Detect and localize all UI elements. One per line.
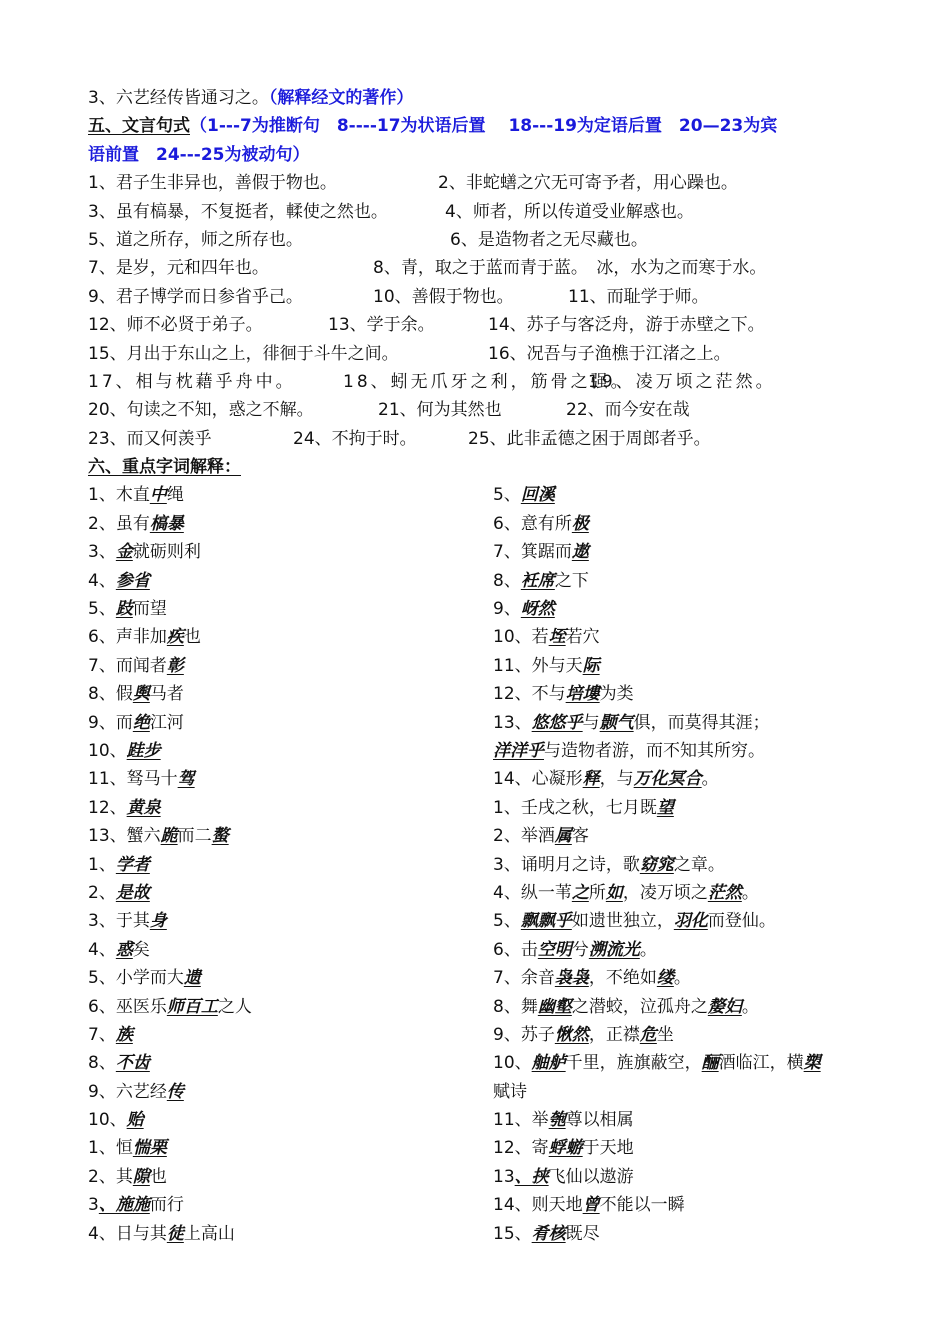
vocab-item bbox=[88, 1106, 493, 1134]
vocab-item bbox=[88, 1049, 493, 1077]
keyword: 缕 bbox=[656, 968, 674, 989]
vocab-item bbox=[88, 567, 493, 595]
vocab-text: 而二 bbox=[177, 826, 212, 847]
vocab-text: 8、 bbox=[493, 570, 521, 591]
keyword: 是故 bbox=[115, 882, 150, 903]
vocab-text: 既尽 bbox=[565, 1223, 600, 1244]
sentence-item: 14、苏子与客泛舟，游于赤壁之下。 bbox=[488, 315, 765, 336]
top-line-text: 3、六艺经传皆通习之。 bbox=[88, 88, 269, 108]
sentence-item: 17、相与枕藉乎舟中。 bbox=[88, 371, 296, 392]
sentence-item: 5、道之所存，师之所存也。 bbox=[88, 229, 303, 250]
keyword: 族 bbox=[115, 1024, 133, 1045]
vocab-item bbox=[493, 680, 878, 708]
keyword: 徒 bbox=[166, 1223, 184, 1244]
vocab-text: 4、 bbox=[88, 939, 116, 960]
vocab-text: 如遗世独立， bbox=[571, 911, 674, 932]
sentence-item: 20、句读之不知，惑之不解。 bbox=[88, 400, 314, 421]
vocab-text: 5、 bbox=[493, 485, 521, 506]
vocab-item bbox=[493, 481, 878, 509]
sentence-line bbox=[88, 283, 878, 311]
keyword: 不齿 bbox=[115, 1053, 150, 1074]
vocab-text: 2、虽有 bbox=[88, 513, 150, 534]
vocab-text: 7、箕踞而 bbox=[493, 542, 572, 563]
vocab-item bbox=[493, 1220, 878, 1248]
keyword: 槊 bbox=[803, 1053, 821, 1074]
vocab-text: 7、 bbox=[88, 1024, 116, 1045]
vocab-text: 而登仙。 bbox=[707, 911, 776, 932]
vocab-text: 8、舞 bbox=[493, 996, 538, 1017]
keyword: 参省 bbox=[115, 570, 150, 591]
vocab-text: 之章。 bbox=[673, 854, 725, 875]
vocab-text: 而行 bbox=[149, 1195, 184, 1216]
vocab-text: 坐 bbox=[656, 1024, 674, 1045]
vocab-item bbox=[88, 737, 493, 765]
vocab-text: 9、苏子 bbox=[493, 1024, 555, 1045]
keyword: 蜉蝣 bbox=[548, 1138, 583, 1159]
vocab-item bbox=[88, 907, 493, 935]
vocab-item bbox=[493, 1134, 878, 1162]
keyword: 洋洋乎 bbox=[493, 740, 544, 761]
vocab-text: 3 bbox=[88, 1195, 99, 1216]
vocab-left-column bbox=[88, 481, 493, 1248]
sentence-item: 13、学于余。 bbox=[328, 315, 435, 336]
vocab-item bbox=[493, 765, 878, 793]
section6-heading-line bbox=[88, 453, 878, 481]
keyword: 望 bbox=[656, 797, 674, 818]
vocab-item bbox=[493, 595, 878, 623]
vocab-text: 马者 bbox=[149, 684, 184, 705]
keyword: 金 bbox=[115, 542, 133, 563]
vocab-item bbox=[493, 879, 878, 907]
sentence-item: 21、何为其然也 bbox=[378, 400, 502, 421]
vocab-text: 8、假 bbox=[88, 684, 133, 705]
vocab-text: 2、其 bbox=[88, 1166, 133, 1187]
vocab-text: 15、 bbox=[493, 1223, 532, 1244]
vocab-text: 就砺则利 bbox=[132, 542, 201, 563]
vocab-text: 9、而 bbox=[88, 712, 133, 733]
vocab-text: 2、 bbox=[88, 882, 116, 903]
keyword: 黄泉 bbox=[126, 797, 161, 818]
vocab-item bbox=[493, 907, 878, 935]
keyword: 绝 bbox=[132, 712, 150, 733]
sentence-line bbox=[88, 311, 878, 339]
section5-desc-cont: 语前置 24---25为被动句） bbox=[88, 144, 310, 165]
vocab-text: 11、外与天 bbox=[493, 655, 583, 676]
section5-heading-line bbox=[88, 112, 878, 140]
keyword: 贻 bbox=[126, 1110, 144, 1131]
keyword: 螯 bbox=[211, 826, 229, 847]
keyword: 匏 bbox=[548, 1110, 566, 1131]
keyword: 属 bbox=[554, 826, 572, 847]
keyword: 嫠妇 bbox=[707, 996, 742, 1017]
keyword: 酾 bbox=[701, 1053, 719, 1074]
keyword: 遨 bbox=[571, 542, 589, 563]
vocab-item bbox=[88, 510, 493, 538]
keyword: 悠悠乎 bbox=[531, 712, 583, 733]
vocab-item bbox=[88, 794, 493, 822]
vocab-text: 2、举酒 bbox=[493, 826, 555, 847]
keyword: 隙 bbox=[132, 1166, 150, 1187]
vocab-item bbox=[88, 851, 493, 879]
keyword: 身 bbox=[149, 911, 167, 932]
vocab-text: 6、意有所 bbox=[493, 513, 572, 534]
sentence-item: 25、此非孟德之困于周郎者乎。 bbox=[468, 428, 711, 449]
vocab-text: 。 bbox=[741, 996, 759, 1017]
keyword: 茫然 bbox=[707, 882, 742, 903]
vocab-item bbox=[88, 765, 493, 793]
vocab-text: 。 bbox=[741, 882, 759, 903]
sentence-line bbox=[88, 198, 878, 226]
vocab-text: 11、驽马十 bbox=[88, 769, 178, 790]
keyword: 释 bbox=[582, 769, 600, 790]
vocab-item bbox=[493, 964, 878, 992]
section5-sentences bbox=[88, 169, 878, 453]
sentence-line bbox=[88, 169, 878, 197]
vocab-text: 之潜蛟，泣孤舟之 bbox=[571, 996, 708, 1017]
keyword: 跂 bbox=[115, 599, 133, 620]
vocab-text: 7、而闻者 bbox=[88, 655, 167, 676]
vocab-item bbox=[493, 1049, 878, 1077]
vocab-text: 13、蟹六 bbox=[88, 826, 161, 847]
vocab-text: 10、 bbox=[88, 1110, 127, 1131]
vocab-text: 上高山 bbox=[183, 1223, 235, 1244]
vocab-item bbox=[88, 1021, 493, 1049]
sentence-item: 18、蚓无爪牙之利，筋骨之强。 bbox=[343, 371, 631, 392]
keyword: 颢气 bbox=[599, 712, 634, 733]
vocab-right-column bbox=[493, 481, 878, 1248]
keyword: 回溪 bbox=[520, 485, 555, 506]
vocab-text: 10、 bbox=[493, 1053, 532, 1074]
keyword: 中 bbox=[149, 485, 167, 506]
sentence-item: 12、师不必贤于弟子。 bbox=[88, 315, 263, 336]
vocab-item bbox=[88, 822, 493, 850]
vocab-text: 江河 bbox=[149, 712, 184, 733]
sentence-item: 10、善假于物也。 bbox=[373, 286, 514, 307]
vocab-item bbox=[88, 623, 493, 651]
keyword: 危 bbox=[639, 1024, 657, 1045]
sentence-line bbox=[88, 340, 878, 368]
vocab-text: 千里，旌旗蔽空， bbox=[565, 1053, 702, 1074]
document-page bbox=[88, 84, 878, 1248]
keyword: 际 bbox=[582, 655, 600, 676]
vocab-text: 飞仙以遨游 bbox=[548, 1166, 634, 1187]
keyword: 窈窕 bbox=[639, 854, 674, 875]
vocab-item bbox=[493, 1191, 878, 1219]
keyword: 岈然 bbox=[520, 599, 555, 620]
keyword: 溯流光 bbox=[588, 939, 640, 960]
vocab-item bbox=[493, 1106, 878, 1134]
vocab-text: 矣 bbox=[132, 939, 150, 960]
vocab-text: 之人 bbox=[217, 996, 252, 1017]
vocab-text: 为类 bbox=[599, 684, 634, 705]
vocab-item bbox=[493, 1163, 878, 1191]
keyword: 舳舻 bbox=[531, 1053, 566, 1074]
vocab-text: 12、不与 bbox=[493, 684, 566, 705]
vocab-text: 4、纵一苇 bbox=[493, 882, 572, 903]
vocab-text: 若穴 bbox=[565, 627, 600, 648]
vocab-item bbox=[88, 1191, 493, 1219]
keyword: 惴栗 bbox=[132, 1138, 167, 1159]
keyword: 曾 bbox=[582, 1195, 600, 1216]
keyword: 垤 bbox=[548, 627, 566, 648]
sentence-item: 16、况吾与子渔樵于江渚之上。 bbox=[488, 343, 731, 364]
vocab-item bbox=[88, 652, 493, 680]
sentence-item: 11、而耻学于师。 bbox=[568, 286, 709, 307]
keyword: 师百工 bbox=[166, 996, 218, 1017]
vocab-item bbox=[493, 623, 878, 651]
keyword: 跪 bbox=[160, 826, 178, 847]
vocab-item bbox=[88, 879, 493, 907]
vocab-text: 13、 bbox=[493, 712, 532, 733]
vocab-text: 也 bbox=[183, 627, 201, 648]
vocab-text: 客 bbox=[571, 826, 589, 847]
sentence-item: 23、而又何羡乎 bbox=[88, 428, 212, 449]
vocab-text: 8、 bbox=[88, 1053, 116, 1074]
top-line bbox=[88, 84, 878, 112]
vocab-text: ，正襟 bbox=[588, 1024, 640, 1045]
vocab-text: 绳 bbox=[166, 485, 184, 506]
vocab-text: 6、巫医乐 bbox=[88, 996, 167, 1017]
vocab-item bbox=[493, 822, 878, 850]
section5-desc-line2 bbox=[88, 141, 878, 169]
vocab-item bbox=[493, 538, 878, 566]
keyword: 之 bbox=[571, 882, 589, 903]
keyword: 传 bbox=[166, 1081, 184, 1102]
keyword: 舆 bbox=[132, 684, 150, 705]
sentence-item: 6、是造物者之无尽藏也。 bbox=[450, 229, 648, 250]
sentence-item: 22、而今安在哉 bbox=[566, 400, 690, 421]
vocab-item bbox=[88, 1163, 493, 1191]
vocab-text: ，凌万顷之 bbox=[622, 882, 708, 903]
vocab-text: 7、余音 bbox=[493, 968, 555, 989]
vocab-text: ，不绝如 bbox=[588, 968, 657, 989]
vocab-item bbox=[493, 993, 878, 1021]
vocab-text: 10、 bbox=[88, 740, 127, 761]
keyword: 疾 bbox=[166, 627, 184, 648]
vocab-item bbox=[88, 964, 493, 992]
vocab-text: 与造物者游，而不知其所穷。 bbox=[544, 740, 765, 761]
vocab-text: 6、击 bbox=[493, 939, 538, 960]
keyword: 空明 bbox=[537, 939, 572, 960]
vocab-text: 所 bbox=[588, 882, 606, 903]
vocab-item bbox=[88, 481, 493, 509]
sentence-line bbox=[88, 425, 878, 453]
vocab-text: 5、 bbox=[493, 911, 521, 932]
sentence-item: 3、虽有槁暴，不复挺者，輮使之然也。 bbox=[88, 201, 388, 222]
keyword: 惑 bbox=[115, 939, 133, 960]
vocab-item bbox=[493, 794, 878, 822]
vocab-item bbox=[88, 709, 493, 737]
vocab-text: 4、日与其 bbox=[88, 1223, 167, 1244]
vocab-item bbox=[493, 1078, 878, 1106]
vocab-text: 9、 bbox=[493, 599, 521, 620]
vocab-text: 与 bbox=[582, 712, 600, 733]
vocab-text: 1、恒 bbox=[88, 1138, 133, 1159]
vocab-text: 12、寄 bbox=[493, 1138, 549, 1159]
keyword: 肴核 bbox=[531, 1223, 566, 1244]
keyword: 学者 bbox=[115, 854, 150, 875]
keyword: 槁暴 bbox=[149, 513, 184, 534]
vocab-item bbox=[493, 652, 878, 680]
vocab-text: 酒临江，横 bbox=[718, 1053, 804, 1074]
vocab-text: 。 bbox=[673, 968, 691, 989]
vocab-text: 4、 bbox=[88, 570, 116, 591]
sentence-item: 19、凌万顷之茫然。 bbox=[588, 371, 776, 392]
sentence-line bbox=[88, 226, 878, 254]
vocab-text: 5、 bbox=[88, 599, 116, 620]
sentence-item: 7、是岁，元和四年也。 bbox=[88, 258, 269, 279]
keyword: 驾 bbox=[177, 769, 195, 790]
vocab-text: 10、若 bbox=[493, 627, 549, 648]
sentence-line bbox=[88, 254, 878, 282]
vocab-text: 11、举 bbox=[493, 1110, 549, 1131]
vocab-grid bbox=[88, 481, 878, 1248]
vocab-text: 3、诵明月之诗，歌 bbox=[493, 854, 640, 875]
vocab-item bbox=[88, 993, 493, 1021]
sentence-item: 2、非蛇蟮之穴无可寄予者，用心躁也。 bbox=[438, 173, 738, 194]
keyword: 羽化 bbox=[673, 911, 708, 932]
section6-heading: 六、重点字词解释： bbox=[88, 457, 241, 478]
vocab-text: 。 bbox=[639, 939, 657, 960]
keyword: 、挟 bbox=[514, 1166, 549, 1187]
keyword: 培塿 bbox=[565, 684, 600, 705]
vocab-item bbox=[493, 936, 878, 964]
vocab-text: ，与 bbox=[599, 769, 634, 790]
sentence-item: 1、君子生非异也，善假于物也。 bbox=[88, 173, 337, 194]
vocab-text: 14、心凝形 bbox=[493, 769, 583, 790]
vocab-item bbox=[88, 1220, 493, 1248]
keyword: 袅袅 bbox=[554, 968, 589, 989]
vocab-text: 12、 bbox=[88, 797, 127, 818]
vocab-text: 5、小学而大 bbox=[88, 968, 184, 989]
vocab-item bbox=[493, 709, 878, 737]
vocab-text: 兮 bbox=[571, 939, 589, 960]
vocab-text: 14、则天地 bbox=[493, 1195, 583, 1216]
sentence-line bbox=[88, 368, 878, 396]
vocab-item bbox=[88, 1134, 493, 1162]
keyword: 遗 bbox=[183, 968, 201, 989]
vocab-text: 尊以相属 bbox=[565, 1110, 634, 1131]
vocab-item bbox=[493, 737, 878, 765]
vocab-text: 1、壬戌之秋，七月既 bbox=[493, 797, 657, 818]
section5-desc: （1---7为推断句 8----17为状语后置 18---19为定语后置 20—23为宾 bbox=[190, 116, 778, 137]
vocab-text: 6、声非加 bbox=[88, 627, 167, 648]
vocab-item bbox=[493, 567, 878, 595]
sentence-line bbox=[88, 396, 878, 424]
keyword: 如 bbox=[605, 882, 623, 903]
vocab-item bbox=[88, 680, 493, 708]
keyword: 彰 bbox=[166, 655, 184, 676]
vocab-text: 3、于其 bbox=[88, 911, 150, 932]
vocab-item bbox=[88, 538, 493, 566]
vocab-text: 赋诗 bbox=[493, 1081, 527, 1102]
vocab-text: 3、 bbox=[88, 542, 116, 563]
keyword: 幽壑 bbox=[537, 996, 572, 1017]
keyword: 、施施 bbox=[98, 1195, 150, 1216]
vocab-text: 。 bbox=[701, 769, 719, 790]
sentence-item: 4、师者，所以传道受业解惑也。 bbox=[445, 201, 694, 222]
keyword: 极 bbox=[571, 513, 589, 534]
vocab-text: 1、 bbox=[88, 854, 116, 875]
top-line-note: （解释经文的著作） bbox=[268, 88, 414, 108]
keyword: 愀然 bbox=[554, 1024, 589, 1045]
vocab-text: 9、六艺经 bbox=[88, 1081, 167, 1102]
keyword: 飘飘乎 bbox=[520, 911, 572, 932]
vocab-text: 俱，而莫得其涯； bbox=[633, 712, 770, 733]
vocab-item bbox=[493, 510, 878, 538]
vocab-item bbox=[88, 595, 493, 623]
sentence-item: 9、君子博学而日参省乎己。 bbox=[88, 286, 303, 307]
vocab-text: 之下 bbox=[554, 570, 589, 591]
vocab-item bbox=[493, 851, 878, 879]
vocab-text: 于天地 bbox=[582, 1138, 634, 1159]
keyword: 衽席 bbox=[520, 570, 555, 591]
vocab-text: 而望 bbox=[132, 599, 167, 620]
sentence-item: 8、青，取之于蓝而青于蓝。 冰，水为之而寒于水。 bbox=[373, 258, 767, 279]
keyword: 跬步 bbox=[126, 740, 161, 761]
section5-heading: 五、文言句式 bbox=[88, 116, 190, 137]
vocab-item bbox=[88, 1078, 493, 1106]
vocab-text: 1、木直 bbox=[88, 485, 150, 506]
vocab-item bbox=[493, 1021, 878, 1049]
vocab-text: 也 bbox=[149, 1166, 167, 1187]
keyword: 万化冥合 bbox=[633, 769, 702, 790]
vocab-text: 13 bbox=[493, 1166, 515, 1187]
vocab-text: 不能以一瞬 bbox=[599, 1195, 685, 1216]
vocab-item bbox=[88, 936, 493, 964]
sentence-item: 15、月出于东山之上，徘徊于斗牛之间。 bbox=[88, 343, 399, 364]
sentence-item: 24、不拘于时。 bbox=[293, 428, 417, 449]
